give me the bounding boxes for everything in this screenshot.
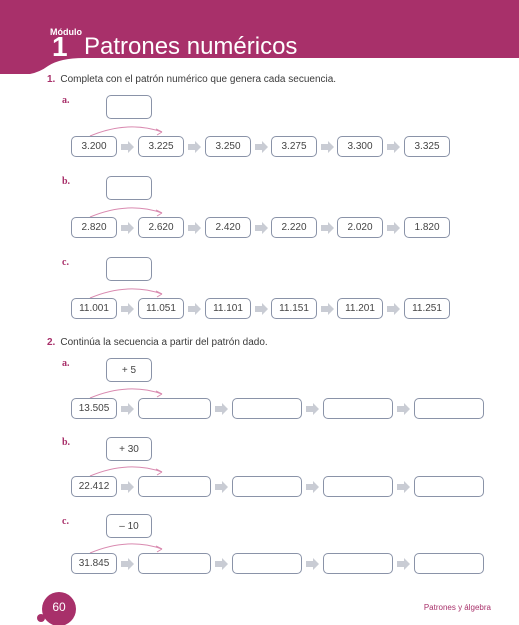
sequence-box: 2.620 xyxy=(138,217,184,238)
question-number: 2. xyxy=(47,337,56,348)
sequence-box: 2.220 xyxy=(271,217,317,238)
right-arrow-icon xyxy=(255,303,269,315)
item-label: c. xyxy=(62,516,69,527)
answer-box[interactable] xyxy=(232,553,302,574)
sequence-box: 3.325 xyxy=(404,136,450,157)
answer-box[interactable] xyxy=(414,476,484,497)
page-title: Patrones numéricos xyxy=(84,33,298,60)
right-arrow-icon xyxy=(188,141,202,153)
answer-box[interactable] xyxy=(232,398,302,419)
right-arrow-icon xyxy=(387,303,401,315)
module-number: 1 xyxy=(52,31,68,62)
question-1 xyxy=(47,74,336,85)
sequence-box: 3.200 xyxy=(71,136,117,157)
sequence-box: 3.300 xyxy=(337,136,383,157)
answer-box[interactable] xyxy=(414,398,484,419)
right-arrow-icon xyxy=(387,141,401,153)
item-label: a. xyxy=(62,358,70,369)
item-label: c. xyxy=(62,257,69,268)
right-arrow-icon xyxy=(397,403,411,415)
answer-box[interactable] xyxy=(138,398,211,419)
answer-box[interactable] xyxy=(138,476,211,497)
sequence-box: 22.412 xyxy=(71,476,117,497)
pattern-box: + 30 xyxy=(106,437,152,461)
sequence-box: 13.505 xyxy=(71,398,117,419)
sequence-box: 11.001 xyxy=(71,298,117,319)
right-arrow-icon xyxy=(397,558,411,570)
answer-box[interactable] xyxy=(414,553,484,574)
sequence-box: 2.020 xyxy=(337,217,383,238)
answer-box[interactable] xyxy=(323,553,393,574)
right-arrow-icon xyxy=(121,558,135,570)
question-number: 1. xyxy=(47,74,56,85)
answer-box[interactable] xyxy=(323,476,393,497)
page-number: 60 xyxy=(52,600,66,614)
item-label: a. xyxy=(62,95,70,106)
sequence-box: 2.420 xyxy=(205,217,251,238)
item-label: b. xyxy=(62,176,71,187)
sequence-box: 11.151 xyxy=(271,298,317,319)
right-arrow-icon xyxy=(321,141,335,153)
answer-box[interactable] xyxy=(232,476,302,497)
right-arrow-icon xyxy=(215,403,229,415)
right-arrow-icon xyxy=(387,222,401,234)
right-arrow-icon xyxy=(215,558,229,570)
right-arrow-icon xyxy=(397,481,411,493)
pattern-box: + 5 xyxy=(106,358,152,382)
right-arrow-icon xyxy=(121,303,135,315)
sequence-box: 31.845 xyxy=(71,553,117,574)
sequence-box: 11.201 xyxy=(337,298,383,319)
right-arrow-icon xyxy=(306,481,320,493)
section-name: Patrones y álgebra xyxy=(423,603,491,612)
right-arrow-icon xyxy=(321,222,335,234)
right-arrow-icon xyxy=(255,141,269,153)
sequence-box: 11.251 xyxy=(404,298,450,319)
answer-box[interactable] xyxy=(323,398,393,419)
right-arrow-icon xyxy=(306,403,320,415)
right-arrow-icon xyxy=(121,141,135,153)
question-2 xyxy=(47,337,268,348)
module-header xyxy=(0,0,519,74)
pattern-answer-box[interactable] xyxy=(106,95,152,119)
pattern-box: – 10 xyxy=(106,514,152,538)
pattern-answer-box[interactable] xyxy=(106,257,152,281)
right-arrow-icon xyxy=(321,303,335,315)
sequence-box: 3.225 xyxy=(138,136,184,157)
right-arrow-icon xyxy=(121,481,135,493)
right-arrow-icon xyxy=(188,222,202,234)
right-arrow-icon xyxy=(306,558,320,570)
right-arrow-icon xyxy=(215,481,229,493)
question-text: Completa con el patrón numérico que genera cada secuencia. xyxy=(60,74,337,85)
right-arrow-icon xyxy=(255,222,269,234)
answer-box[interactable] xyxy=(138,553,211,574)
sequence-box: 2.820 xyxy=(71,217,117,238)
right-arrow-icon xyxy=(121,403,135,415)
sequence-box: 1.820 xyxy=(404,217,450,238)
question-text: Continúa la secuencia a partir del patrón dado. xyxy=(60,337,268,348)
sequence-box: 3.250 xyxy=(205,136,251,157)
right-arrow-icon xyxy=(188,303,202,315)
right-arrow-icon xyxy=(121,222,135,234)
pattern-answer-box[interactable] xyxy=(106,176,152,200)
sequence-box: 11.051 xyxy=(138,298,184,319)
sequence-box: 3.275 xyxy=(271,136,317,157)
module-label: Módulo xyxy=(50,27,82,37)
item-label: b. xyxy=(62,437,71,448)
sequence-box: 11.101 xyxy=(205,298,251,319)
